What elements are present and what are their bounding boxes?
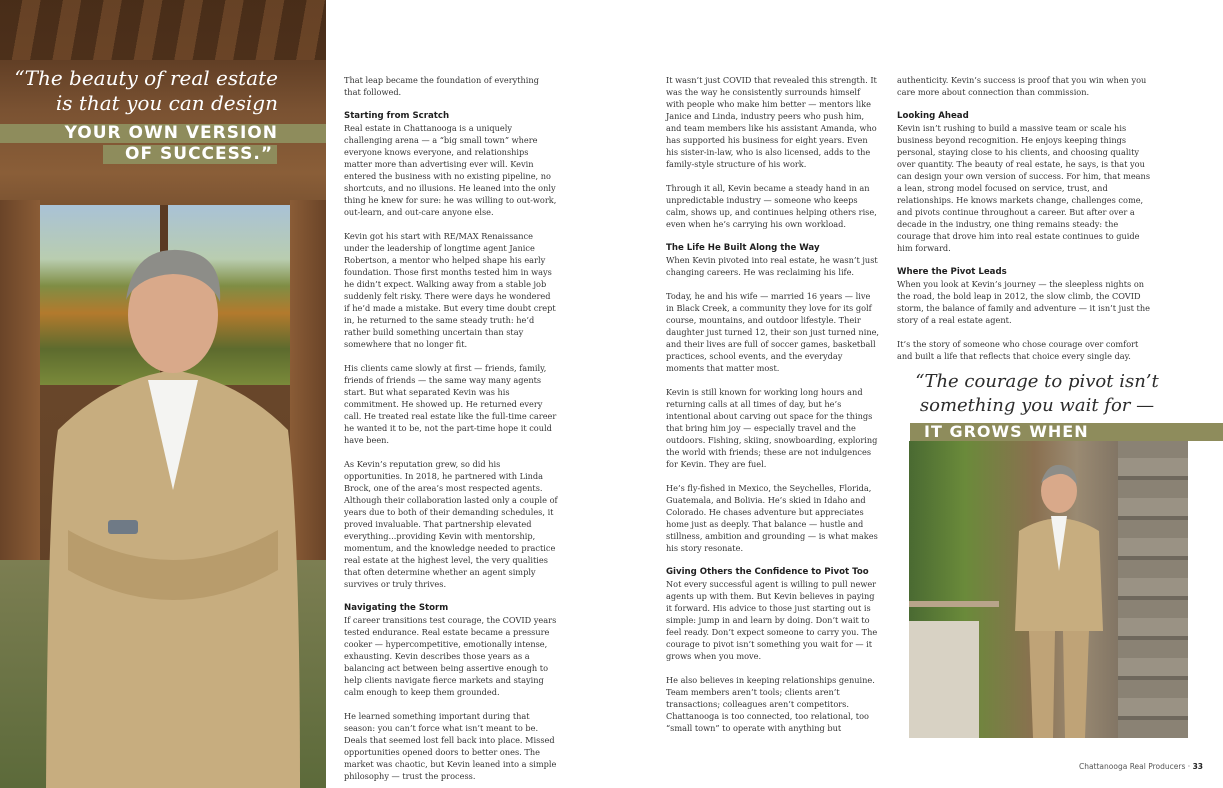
man-in-tan-suit-illustration xyxy=(38,230,308,788)
pull-quote-right xyxy=(897,370,1177,418)
section-heading: Where the Pivot Leads xyxy=(897,267,1007,277)
paragraph: His clients came slowly at first — friends, family, friends of friends — the same way many agents start. But what separated Kevin was his commitment. He showed up. He returned every call. He treated real estate like the full-time career he wanted it to be, not the part-time hope it could have been. xyxy=(344,363,557,445)
section-heading: Giving Others the Confidence to Pivot Too xyxy=(666,567,869,577)
pull-quote-band-2 xyxy=(103,145,277,164)
paragraph: Today, he and his wife — married 16 years — live in Black Creek, a community they love for its golf course, mountains, and outdoor lifestyle. Their daughter just turned 12, their son just turned nine, and their lives are full of soccer games, basketball practices, school events, and the everyday moments that matter most. xyxy=(666,291,880,373)
paragraph: Kevin isn’t rushing to build a massive team or scale his business beyond recognition. He enjoys keeping things personal, staying close to his clients, and choosing quality over quantity. The beauty of real estate, he says, is that you can design your own version of success. For him, that means a lean, strong model focused on service, trust, and relationships. He knows markets change, challenges come, and pivots continue throughout a career. But after over a decade in the industry, one thing remains steady: the courage that drove him into real estate continues to guide him forward. xyxy=(897,123,1151,253)
pull-quote-band-3-text: IT GROWS WHEN xyxy=(924,422,1089,441)
paragraph: When you look at Kevin’s journey — the sleepless nights on the road, the bold leap in 2012, the slow climb, the COVID storm, the balance of family and adventure — it isn’t just the story of a real estate agent. xyxy=(897,279,1150,325)
pull-quote-left-line1: “The beauty of real estate xyxy=(14,66,278,90)
paragraph: That leap became the foundation of everything that followed. xyxy=(344,75,539,97)
section-heading: Navigating the Storm xyxy=(344,603,449,613)
pull-quote-band-2-text: OF SUCCESS.” xyxy=(125,144,273,164)
paragraph: As Kevin’s reputation grew, so did his opportunities. In 2018, he partnered with Linda Brock, one of the area’s most respected agents. Although their collaboration lasted only a couple of years due to both of their demanding schedules, it proved invaluable. That partnership elevated everything...providing Kevin with mentorship, momentum, and the knowledge needed to practice real estate at the highest level, the very qualities that often determine whether an agent simply survives or truly thrives. xyxy=(344,459,558,589)
pull-quote-band-1-text: YOUR OWN VERSION xyxy=(64,123,278,143)
article-column-2 xyxy=(666,74,880,746)
stone-fireplace xyxy=(1118,441,1188,738)
paragraph: It wasn’t just COVID that revealed this strength. It was the way he consistently surrounds himself with people who make him better — mentors like Janice and Linda, industry peers who push him, and team members like his assistant Amanda, who has supported his business for eight years. Even his sister-in-law, who is also licensed, adds to the family-style structure of his work. xyxy=(666,75,877,169)
paragraph: Kevin is still known for working long hours and returning calls at all times of day, but he’s intentional about carving out space for the things that bring him joy — especially travel and the outdoors. Fishing, skiing, snowboarding, exploring the world with friends; these are not indulgences for Kevin. They are fuel. xyxy=(666,387,878,469)
barn-beams xyxy=(0,0,326,60)
paragraph: When Kevin pivoted into real estate, he wasn’t just changing careers. He was reclaiming his life. xyxy=(666,255,878,277)
paragraph: Not every successful agent is willing to pull newer agents up with them. But Kevin believes in paying it forward. His advice to those just starting out is simple: jump in and learn by doing. Don’t wait to feel ready. Don’t expect someone to carry you. The courage to pivot isn’t something you wait for — it grows when you move. xyxy=(666,579,878,661)
article-column-3 xyxy=(897,74,1153,374)
barn-post-left xyxy=(0,200,40,580)
porch-photo-right xyxy=(909,441,1188,738)
page-number: 33 xyxy=(1192,762,1203,771)
footer-separator: · xyxy=(1187,762,1191,771)
paragraph: He’s fly-fished in Mexico, the Seychelles, Florida, Guatemala, and Bolivia. He’s skied in Idaho and Colorado. He chases adventure but appreciates home just as deeply. That balance — hustle and stillness, ambition and grounding — is what makes his story resonate. xyxy=(666,483,878,553)
paragraph: Kevin got his start with RE/MAX Renaissance under the leadership of longtime agent Janice Robertson, a mentor who helped shape his early foundation. Those first months tested him in ways he didn’t expect. Walking away from a stable job suddenly felt risky. There were days he wondered if he’d made a mistake. But every time doubt crept in, he returned to the same steady truth: he’d rather build something uncertain than stay somewhere that no longer fit. xyxy=(344,231,556,349)
paragraph: Through it all, Kevin became a steady hand in an unpredictable industry — someone who keeps calm, shows up, and continues helping others rise, even when he’s carrying his own workload. xyxy=(666,183,877,229)
porch-railing xyxy=(909,601,999,607)
pull-quote-right-line1: “The courage to pivot isn’t xyxy=(915,371,1159,392)
section-heading: Starting from Scratch xyxy=(344,111,450,121)
paragraph: authenticity. Kevin’s success is proof that you win when you care more about connection than commission. xyxy=(897,75,1147,97)
pull-quote-left-line2: is that you can design xyxy=(55,91,278,115)
pull-quote-right-line2: something you wait for — xyxy=(919,395,1155,416)
page-footer xyxy=(1079,762,1203,771)
man-standing-illustration xyxy=(999,461,1119,738)
porch-chair xyxy=(909,621,979,738)
paragraph: If career transitions test courage, the COVID years tested endurance. Real estate became a pressure cooker — hypercompetitive, emotionally intense, exhausting. Kevin describes those years as a balancing act between being assertive enough to help clients navigate fierce markets and staying calm enough to keep them grounded. xyxy=(344,615,557,697)
pull-quote-band-1 xyxy=(0,124,326,143)
paragraph: It’s the story of someone who chose courage over comfort and built a life that reflects that choice every single day. xyxy=(897,339,1139,361)
paragraph: Real estate in Chattanooga is a uniquely challenging arena — a “big small town” where everyone knows everyone, and relationships matter more than advertising ever will. Kevin entered the business with no existing pipeline, no shortcuts, and no illusions. He leaned into the only thing he knew for sure: he was willing to out-work, out-learn, and out-care anyone else. xyxy=(344,123,557,217)
publication-name: Chattanooga Real Producers xyxy=(1078,762,1186,771)
section-heading: The Life He Built Along the Way xyxy=(666,243,820,253)
paragraph: He also believes in keeping relationships genuine. Team members aren’t tools; clients aren’t transactions; colleagues aren’t competitors. Chattanooga is too connected, too relational, too “small town” to operate with anything but xyxy=(666,675,875,733)
article-column-1 xyxy=(344,74,558,788)
pull-quote-band-3 xyxy=(910,423,1223,441)
paragraph: He learned something important during that season: you can’t force what isn’t meant to be. Deals that seemed lost fell back into place. Missed opportunities opened doors to better ones. The market was chaotic, but Kevin leaned into a simple philosophy — trust the process. xyxy=(344,711,557,781)
section-heading: Looking Ahead xyxy=(897,111,969,121)
portrait-photo-left xyxy=(0,0,326,788)
pull-quote-left xyxy=(0,66,326,116)
